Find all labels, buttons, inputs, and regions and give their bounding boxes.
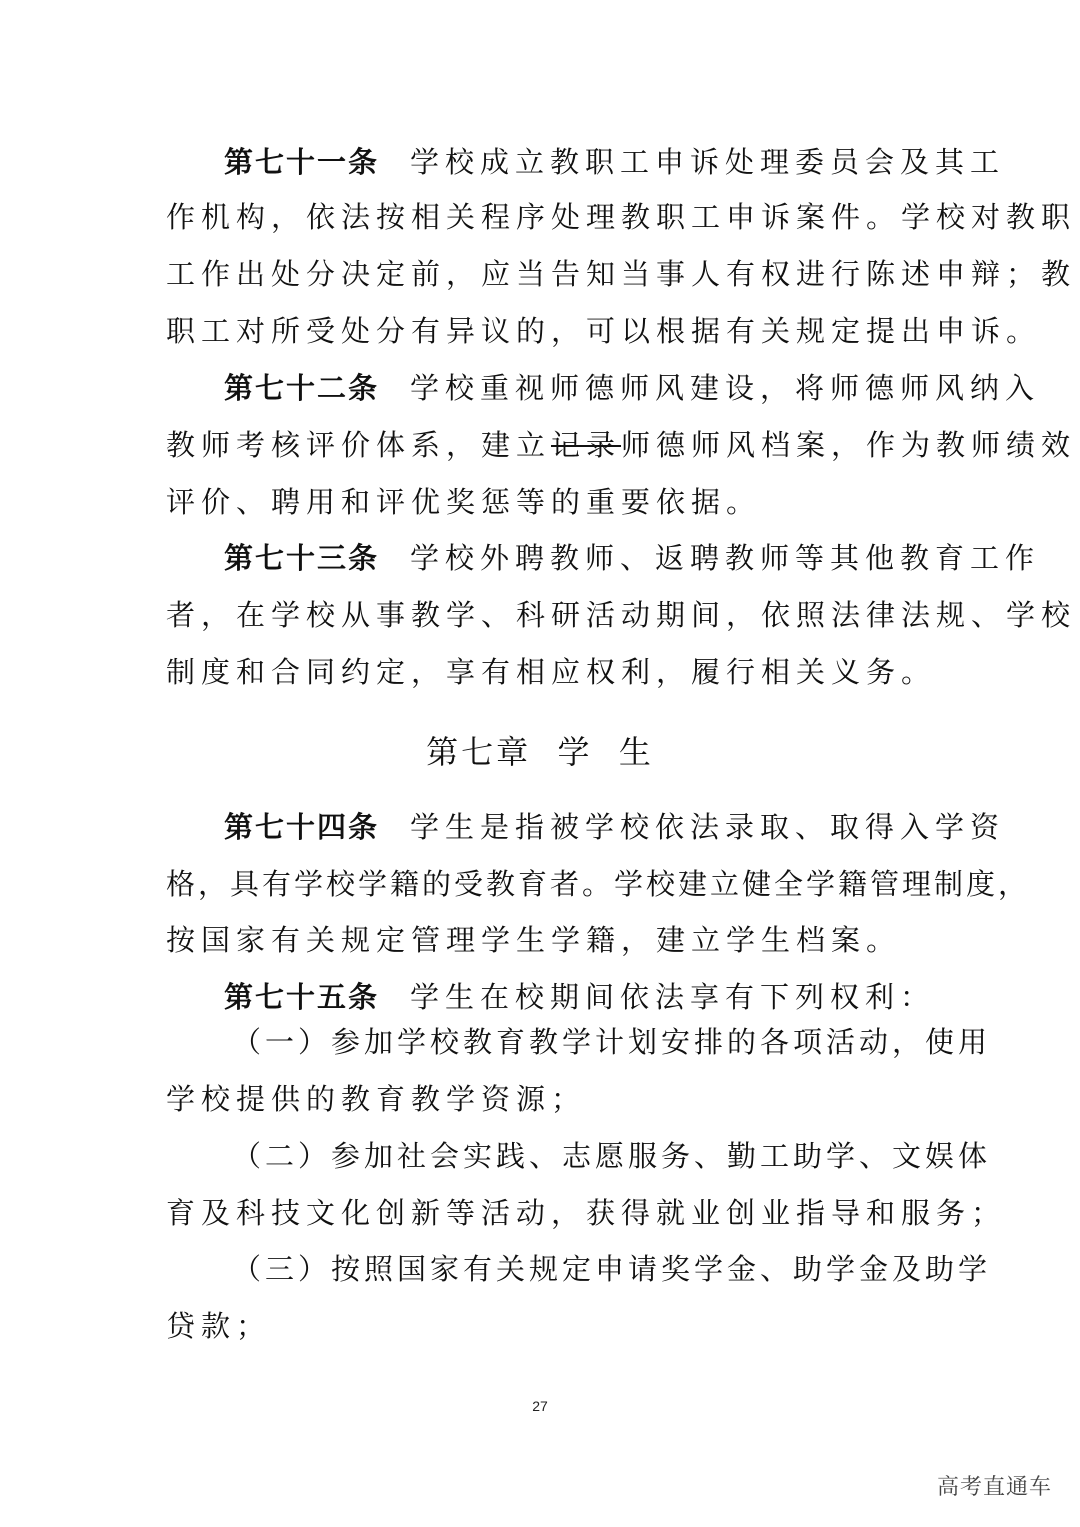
article-75-item-1-line-2: 学校提供的教育教学资源； [166,1082,587,1116]
article-74-line-2: 格，具有学校学籍的受教育者。学校建立健全学籍管理制度， [166,867,1031,901]
article-72-line-2-end: 师德师风档案，作为教师绩效 [621,428,1077,462]
page-number: 27 [532,1398,548,1414]
article-75-label: 第七十五条 [224,980,380,1014]
article-75-item-2-line-1: （二）参加社会实践、志愿服务、勤工助学、文娱体 [232,1139,992,1173]
article-71-text: 学校成立教职工申诉处理委员会及其工 [410,145,1006,179]
article-71-first-line [224,142,1006,182]
watermark: 高考直通车 [936,1475,1052,1500]
chapter-title: 第七章 学 生 [426,733,654,771]
article-75-item-3-line-2: 贷款； [166,1309,272,1343]
article-72-label: 第七十二条 [224,371,380,405]
article-72-first-line [224,368,1041,408]
article-75-first-line [224,977,936,1017]
article-72-text: 学校重视师德师风建设，将师德师风纳入 [410,371,1041,405]
article-75-item-3-line-1: （三）按照国家有关规定申请奖学金、助学金及助学 [232,1252,992,1286]
article-73-first-line [224,538,1041,578]
article-74-text: 学生是指被学校依法录取、取得入学资 [410,810,1006,844]
article-72-line-2-start: 教师考核评价体系，建立 [166,428,552,462]
article-72-struck-text: 记录 [551,428,622,462]
article-75-item-2-line-2: 育及科技文化创新等活动，获得就业创业指导和服务； [166,1196,1007,1230]
article-71-label: 第七十一条 [224,145,380,179]
article-72-line-3: 评价、聘用和评优奖惩等的重要依据。 [166,485,762,519]
article-72-line-2 [166,425,1077,465]
article-73-label: 第七十三条 [224,541,380,575]
article-73-text: 学校外聘教师、返聘教师等其他教育工作 [410,541,1041,575]
article-71-line-2: 作机构，依法按相关程序处理教职工申诉案件。学校对教职 [166,200,1077,234]
article-74-line-3: 按国家有关规定管理学生学籍，建立学生档案。 [166,923,902,957]
article-73-line-3: 制度和合同约定，享有相应权利，履行相关义务。 [166,655,937,689]
article-75-text: 学生在校期间依法享有下列权利： [410,980,936,1014]
article-75-item-1-line-1: （一）参加学校教育教学计划安排的各项活动，使用 [232,1025,992,1059]
article-74-label: 第七十四条 [224,810,380,844]
article-74-first-line [224,807,1006,847]
article-73-line-2: 者，在学校从事教学、科研活动期间，依照法律法规、学校 [166,598,1077,632]
article-71-line-4: 职工对所受处分有异议的，可以根据有关规定提出申诉。 [166,314,1042,348]
article-71-line-3: 工作出处分决定前，应当告知当事人有权进行陈述申辩；教 [166,257,1077,291]
